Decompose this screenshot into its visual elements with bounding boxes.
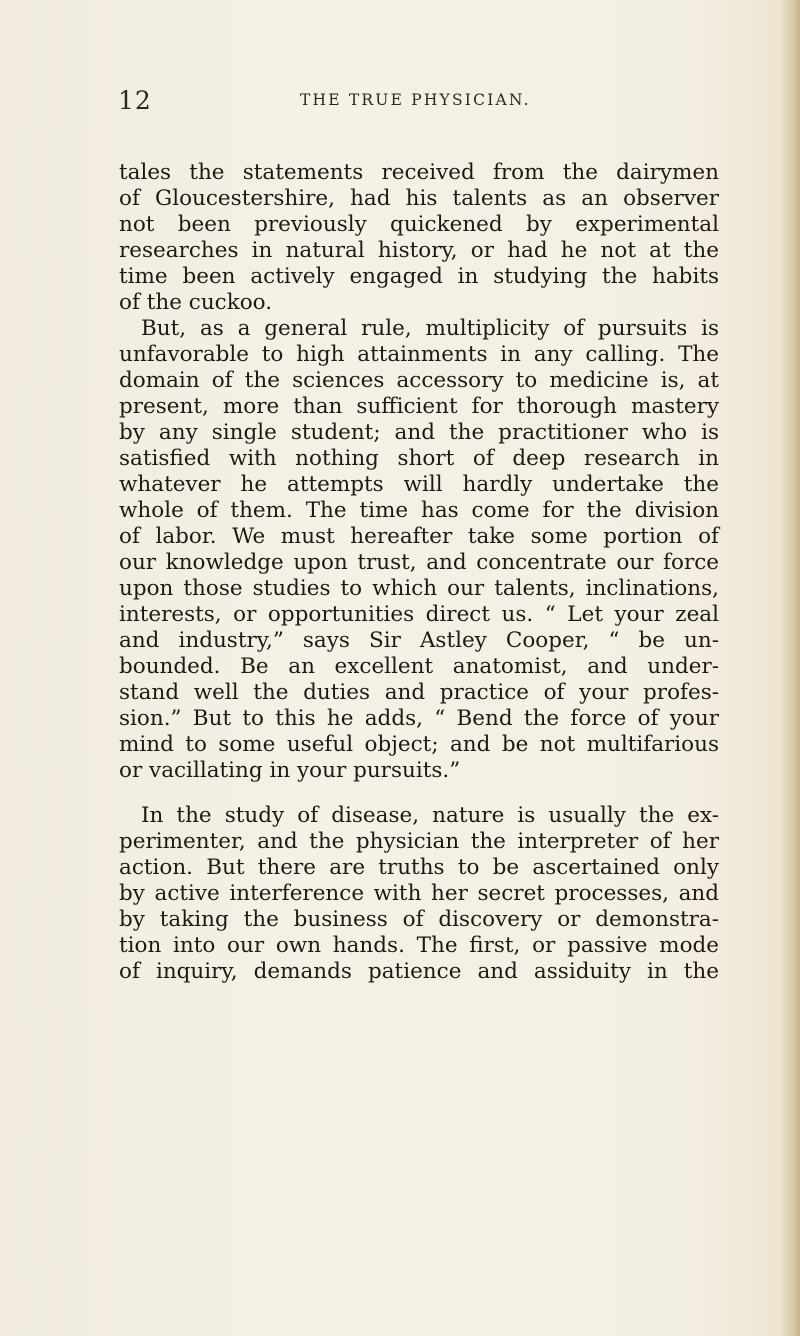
text-line: perimenter, and the physician the interpreter of her xyxy=(119,829,719,854)
text-line: domain of the sciences accessory to medicine is, at xyxy=(119,368,719,393)
text-line: by taking the business of discovery or demonstra- xyxy=(119,907,719,932)
running-head xyxy=(0,86,800,116)
text-line: action. But there are truths to be ascertained only xyxy=(119,855,719,880)
text-line: of inquiry, demands patience and assiduity in the xyxy=(119,959,719,984)
page-edge-shadow xyxy=(778,0,800,1336)
text-line: and industry,” says Sir Astley Cooper, “ be un- xyxy=(119,628,719,653)
text-line: mind to some useful object; and be not multifarious xyxy=(119,732,719,757)
text-line: whole of them. The time has come for the division xyxy=(119,498,719,523)
paragraph-gap xyxy=(119,784,719,803)
text-line: But, as a general rule, multiplicity of pursuits is xyxy=(141,316,719,341)
text-line: present, more than sufficient for thorough mastery xyxy=(119,394,719,419)
text-line: sion.” But to this he adds, “ Bend the force of your xyxy=(119,706,719,731)
paragraph xyxy=(119,803,719,985)
text-line: In the study of disease, nature is usually the ex- xyxy=(141,803,719,828)
body-text xyxy=(119,160,719,985)
running-title: THE TRUE PHYSICIAN. xyxy=(300,91,531,109)
text-line: by active interference with her secret processes, and xyxy=(119,881,719,906)
text-line: tales the statements received from the dairymen xyxy=(119,160,719,185)
text-line: researches in natural history, or had he not at the xyxy=(119,238,719,263)
text-line: not been previously quickened by experimental xyxy=(119,212,719,237)
text-line: bounded. Be an excellent anatomist, and under- xyxy=(119,654,719,679)
text-line: time been actively engaged in studying the habits xyxy=(119,264,719,289)
text-line: by any single student; and the practitioner who is xyxy=(119,420,719,445)
paragraph xyxy=(119,160,719,316)
text-line: interests, or opportunities direct us. “ Let your zeal xyxy=(119,602,719,627)
text-line: unfavorable to high attainments in any calling. The xyxy=(119,342,719,367)
text-line: satisfied with nothing short of deep research in xyxy=(119,446,719,471)
text-line: whatever he attempts will hardly undertake the xyxy=(119,472,719,497)
text-line: upon those studies to which our talents, inclinations, xyxy=(119,576,719,601)
text-line: tion into our own hands. The first, or passive mode xyxy=(119,933,719,958)
text-line: of labor. We must hereafter take some portion of xyxy=(119,524,719,549)
text-line: of Gloucestershire, had his talents as an observer xyxy=(119,186,719,211)
text-line: stand well the duties and practice of your profes- xyxy=(119,680,719,705)
paragraph xyxy=(119,316,719,784)
page-number: 12 xyxy=(118,86,152,115)
text-line: or vacillating in your pursuits.” xyxy=(119,758,461,783)
text-line: of the cuckoo. xyxy=(119,290,273,315)
text-line: our knowledge upon trust, and concentrate our force xyxy=(119,550,719,575)
